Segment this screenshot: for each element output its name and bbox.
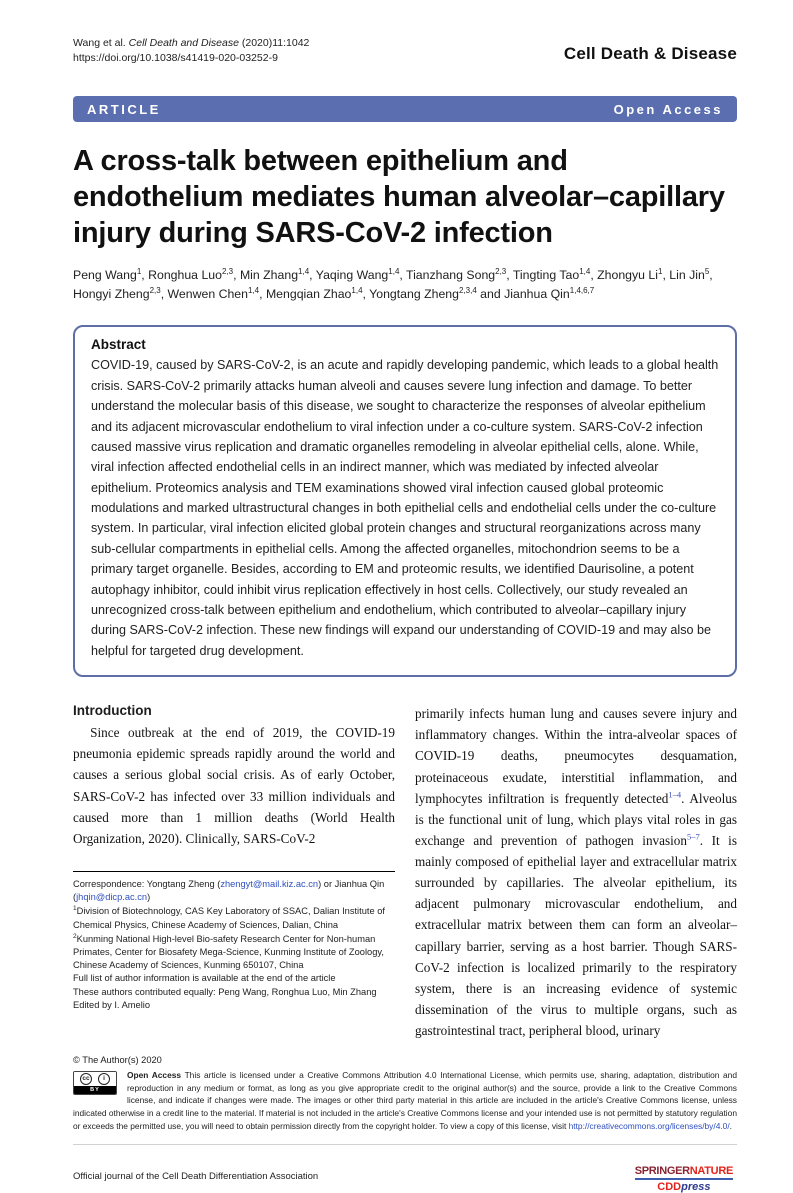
affiliation-lines bbox=[73, 904, 395, 1012]
article-title: A cross-talk between epithelium and endothelium mediates human alveolar–capillary injury during SARS-CoV-2 infection bbox=[73, 145, 725, 250]
correspondence-text-3: ) bbox=[147, 892, 151, 903]
open-access-lead: Open Access bbox=[127, 1070, 182, 1081]
intro-left-paragraph: Since outbreak at the end of 2019, the COVID-19 pneumonia epidemic spreads rapidly around the world and causes a serious global social crisis. As of early October, SARS-CoV-2 has infected over 33 million individuals and caused more than 1 million deaths (World Health Organization, 2020). Clinically, SARS-CoV-2 bbox=[73, 725, 395, 846]
citation-line bbox=[73, 36, 309, 51]
author: Yaqing Wang$^{1,4}$ bbox=[315, 267, 400, 283]
footnote-line: $^1$Division of Biotechnology, CAS Key Laboratory of SSAC, Dalian Institute of Chemical Physics, Chinese Academy of Sciences, Dalian, China bbox=[73, 905, 385, 930]
author: Hongyi Zheng$^{2,3}$ bbox=[73, 285, 161, 301]
copyright-line: © The Author(s) 2020 bbox=[73, 1055, 162, 1066]
license-text-end: . bbox=[729, 1120, 732, 1131]
abstract-box bbox=[73, 325, 737, 677]
intro-right-text-3: . It is mainly composed of epithelial layer and extracellular matrix surrounded by capillaries. The alveolar epithelium, its adjacent pulmonary microvascular endothelium, and extracellular matrix between them can form an alveolar–capillary barrier, serving as a host barrier. Though SARS-CoV-2 infection is localized primarily to the respiratory system, there is an increasing evidence of systemic dissemination of the virus to multiple organs, such as gastrointestinal tract, peripheral blood, urinary bbox=[415, 832, 737, 1039]
footnote-line: Edited by I. Amelio bbox=[73, 999, 150, 1010]
journal-name: Cell Death & Disease bbox=[563, 44, 737, 63]
cc-icons-row bbox=[74, 1072, 116, 1086]
cc-by-badge bbox=[73, 1071, 117, 1095]
footer-divider bbox=[73, 1144, 737, 1145]
press-wordmark: press bbox=[681, 1181, 711, 1193]
correspondence-line bbox=[73, 878, 395, 904]
correspondence-text-2: ) or Jianhua Qin ( bbox=[73, 878, 385, 903]
email-link-jhqin[interactable]: jhqin@dicp.ac.cn bbox=[76, 892, 148, 903]
author: Lin Jin$^5$ bbox=[669, 267, 710, 283]
email-link-zhengyt[interactable]: zhengyt@mail.kiz.ac.cn bbox=[220, 878, 319, 889]
footnote-line: These authors contributed equally: Peng Wang, Ronghua Luo, Min Zhang bbox=[73, 986, 377, 997]
citation-journal: Cell Death and Disease bbox=[128, 37, 239, 49]
author: Tianzhang Song$^{2,3}$ bbox=[406, 267, 507, 283]
footnote-block bbox=[73, 871, 395, 1012]
footnote-line: Full list of author information is available at the end of the article bbox=[73, 973, 336, 984]
page-footer bbox=[73, 1165, 737, 1193]
author: Jianhua Qin$^{1,4,6,7}$ bbox=[504, 285, 595, 301]
introduction-heading: Introduction bbox=[73, 703, 152, 719]
doi-link[interactable]: https://doi.org/10.1038/s41419-020-03252-9 bbox=[73, 52, 278, 65]
reference-superscript[interactable]: 1–4 bbox=[668, 789, 682, 800]
author: Ronghua Luo$^{2,3}$ bbox=[148, 267, 234, 283]
license-text: This article is licensed under a Creative Commons Attribution 4.0 International License, which permits use, sharing, adaptation, distribution and reproduction in any medium or format, as long as you give appropriate credit to the original author(s) and the source, provide a link to the Creative Commons license, and indicate if changes were made. The images or other third party material in this article are included in the article's Creative Commons license, unless indicated otherwise in a credit line to the material. If material is not included in the article's Creative Commons license and your intended use is not permitted by statutory regulation or exceeds the permitted use, you will need to obtain permission directly from the copyright holder. To view a copy of this license, visit bbox=[73, 1070, 737, 1131]
page-header bbox=[73, 36, 737, 66]
intro-right-text-2: . Alveolus is the functional unit of lung, which plays vital roles in gas exchange and prevention of pathogen invasion bbox=[415, 790, 737, 848]
reference-superscript[interactable]: 5–7 bbox=[686, 831, 700, 842]
license-block bbox=[73, 1055, 737, 1132]
abstract-text: COVID-19, caused by SARS-CoV-2, is an acute and rapidly developing pandemic, which leads to a global health crisis. SARS-CoV-2 primarily attacks human alveoli and causes severe lung infection and damage. To better understand the molecular basis of this disease, we sought to characterize the responses of alveolar epithelium and its adjacent microvascular endothelium to viral infection under a co-culture system. SARS-CoV-2 infection caused massive virus replication and dramatic organelles remodeling in alveolar epithelial cells, alone. While, viral infection affected endothelial cells in an indirect manner, which was mediated by infected alveolar epithelium. Proteomics analysis and TEM examinations showed viral infection caused global proteomic modulations and marked ultrastructural changes in both epithelial cells and endothelial cells under the co-culture system. In particular, viral infection elicited global protein changes and structural reorganizations across many sub-cellular compartments in epithelial cells. Among the affected organelles, mitochondrion seems to be a primary target organelle. Besides, according to EM and proteomic results, we identified Daurisoline, a potent autophagy inhibitor, could inhibit virus replication effectively in host cells. Collectively, our study revealed an unrecognized cross-talk between epithelium and endothelium, which contributed to alveolar–capillary injury during SARS-CoV-2 infection. These new findings will expand our understanding of COVID-19 and may also be helpful for targeted drug development. bbox=[91, 358, 719, 658]
intro-right-text-1: primarily infects human lung and causes severe injury and inflammatory changes. Within the intra-alveolar spaces of COVID-19 deaths, pneumocytes desquamation, proteinaceous exudate, interstitial inflammation, and lymphocytes infiltration is frequently detected bbox=[415, 706, 737, 806]
intro-right-paragraph bbox=[415, 703, 737, 1041]
article-type-banner bbox=[73, 96, 737, 122]
nature-wordmark: NATURE bbox=[689, 1165, 733, 1178]
official-journal-text: Official journal of the Cell Death Differentiation Association bbox=[73, 1171, 319, 1183]
springer-nature-logo bbox=[635, 1165, 733, 1177]
author-list: Peng Wang$^1$, Ronghua Luo$^{2,3}$, Min Zhang$^{1,4}$, Yaqing Wang$^{1,4}$, Tianzhang Song$^{2,3}$, Tingting Tao$^{1,4}$, Zhongyu Li$^1$, Lin Jin$^5$, Hongyi Zheng$^{2,3}$, Wenwen Chen$^{1,4}$, Mengqian Zhao$^{1,4}$, Yongtang Zheng$^{2,3,4}$ and Jianhua Qin$^{1,4,6,7}$ bbox=[73, 267, 713, 301]
correspondence-text: Correspondence: Yongtang Zheng ( bbox=[73, 878, 221, 889]
author: Yongtang Zheng$^{2,3,4}$ bbox=[369, 285, 477, 301]
author: Tingting Tao$^{1,4}$ bbox=[512, 267, 591, 283]
springer-wordmark: SPRINGER bbox=[634, 1165, 690, 1178]
article-type-label: ARTICLE bbox=[87, 101, 161, 117]
footnote-line: $^2$Kunming National High-level Bio-safety Research Center for Non-human Primates, Center for Biosafety Mega-Science, Kunming Institute of Zoology, Chinese Academy of Sciences, Kunming 650107, China bbox=[73, 932, 384, 971]
person-icon: i bbox=[98, 1073, 110, 1085]
citation-authors: Wang et al. bbox=[73, 37, 129, 49]
cc-by-label: BY bbox=[74, 1086, 116, 1094]
publisher-logo bbox=[635, 1165, 737, 1193]
abstract-heading: Abstract bbox=[91, 337, 146, 353]
author: Zhongyu Li$^1$ bbox=[597, 267, 663, 283]
citation-volume: (2020)11:1042 bbox=[238, 37, 310, 49]
license-paragraph bbox=[73, 1069, 737, 1132]
open-access-label: Open Access bbox=[613, 101, 723, 117]
cc-icon: cc bbox=[80, 1073, 92, 1085]
left-column bbox=[73, 703, 395, 1041]
cc-license-link[interactable]: http://creativecommons.org/licenses/by/4.0/ bbox=[568, 1120, 730, 1131]
cdd-wordmark: CDD bbox=[657, 1181, 682, 1193]
logo-divider bbox=[635, 1178, 733, 1180]
author: Wenwen Chen$^{1,4}$ bbox=[167, 285, 260, 301]
cdd-press-logo bbox=[635, 1181, 733, 1193]
body-columns bbox=[73, 703, 737, 1041]
author: Peng Wang$^1$ bbox=[73, 267, 142, 283]
citation-block bbox=[73, 36, 309, 66]
author: Mengqian Zhao$^{1,4}$ bbox=[265, 285, 363, 301]
right-column bbox=[415, 703, 737, 1041]
author: Min Zhang$^{1,4}$ bbox=[239, 267, 310, 283]
